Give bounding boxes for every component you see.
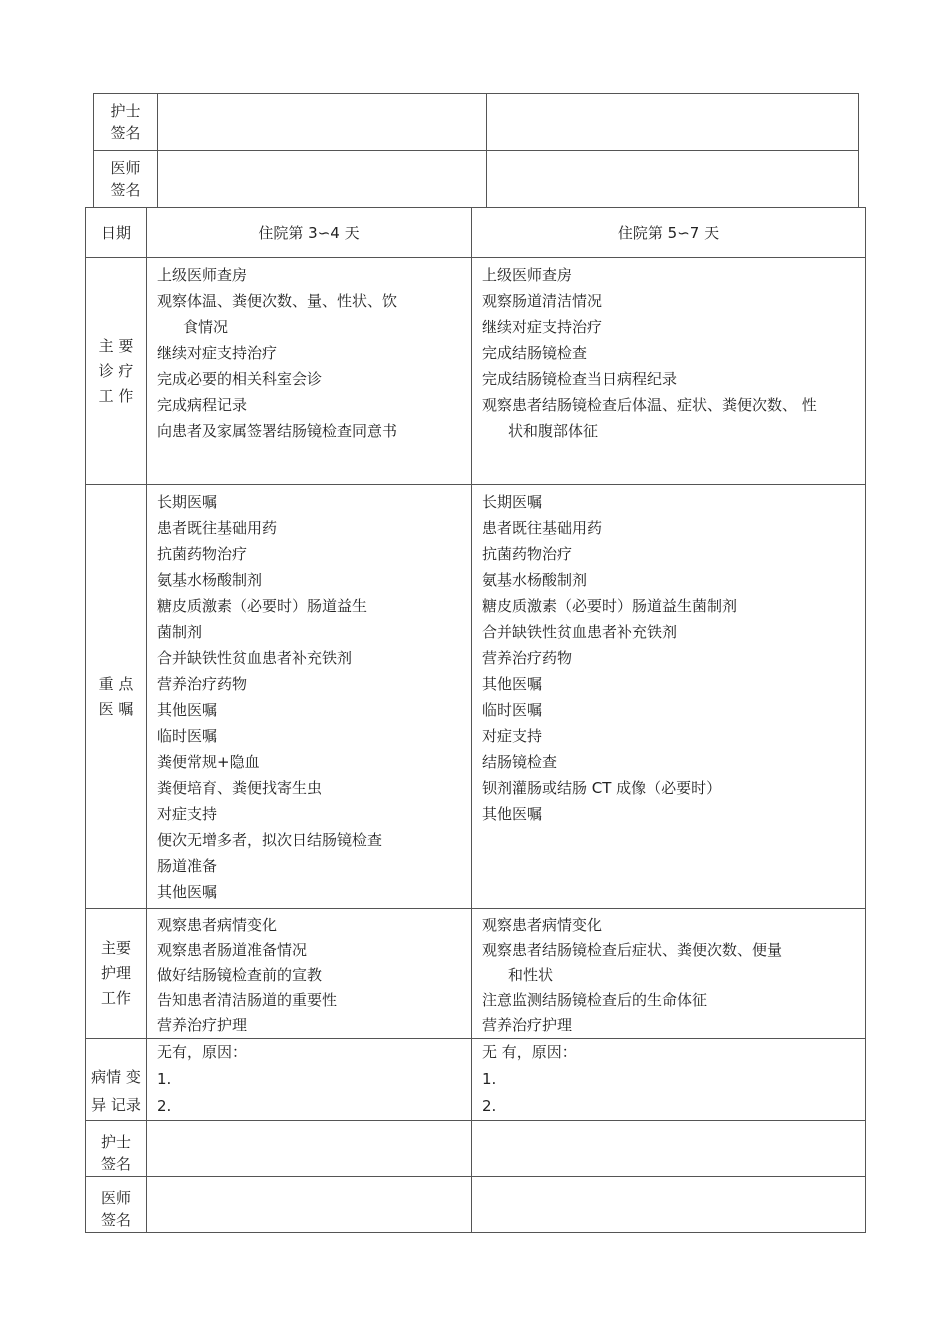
variance-row [86, 1039, 866, 1121]
doctor-sign-row [86, 1177, 866, 1233]
orders-label: 重 点 医 嘱 [86, 485, 147, 909]
list-item: 观察患者病情变化 [482, 916, 603, 934]
work-col1 [147, 258, 472, 485]
top-nurse-sign-cell-1[interactable] [158, 94, 487, 151]
list-item: 继续对症支持治疗 [157, 344, 278, 362]
list-item: 状和腹部体征 [508, 422, 599, 440]
top-doctor-sign-cell-2[interactable] [487, 151, 859, 208]
list-item: 完成必要的相关科室会诊 [157, 370, 323, 388]
variance-options[interactable]: 无 有，原因： [482, 1043, 577, 1061]
list-item: 注意监测结肠镜检查后的生命体征 [482, 991, 708, 1009]
key-orders-row [86, 485, 866, 909]
header-row [86, 208, 866, 258]
list-item: 营养治疗药物 [157, 675, 248, 693]
list-item: 氨基水杨酸制剂 [157, 571, 263, 589]
list-item: 钡剂灌肠或结肠 CT 成像（必要时） [482, 779, 722, 797]
list-item: 食情况 [183, 318, 229, 336]
list-item: 其他医嘱 [157, 701, 218, 719]
diagnosis-work-row [86, 258, 866, 485]
doctor-sign-cell-1[interactable] [147, 1177, 472, 1233]
list-item: 向患者及家属签署结肠镜检查同意书 [157, 422, 398, 440]
list-item: 糖皮质激素（必要时）肠道益生菌制剂 [482, 597, 738, 615]
list-item: 患者既往基础用药 [482, 519, 603, 537]
list-item: 其他医嘱 [482, 805, 543, 823]
list-item: 结肠镜检查 [482, 753, 558, 771]
variance-item-1: 1. [482, 1070, 497, 1088]
list-item: 抗菌药物治疗 [157, 545, 248, 563]
work-col2 [472, 258, 866, 485]
top-doctor-row [94, 151, 859, 208]
list-item: 上级医师查房 [157, 266, 248, 284]
list-item: 对症支持 [157, 805, 218, 823]
nursing-col2 [472, 909, 866, 1039]
top-signature-table [93, 93, 859, 208]
list-item: 告知患者清洁肠道的重要性 [157, 991, 338, 1009]
work-label: 主 要 诊 疗 工 作 [86, 258, 147, 485]
list-item: 观察患者病情变化 [157, 916, 278, 934]
nurse-sign-cell-1[interactable] [147, 1121, 472, 1177]
top-doctor-sign-cell-1[interactable] [158, 151, 487, 208]
list-item: 便次无增多者，拟次日结肠镜检查 [157, 831, 383, 849]
list-item: 粪便培育、粪便找寄生虫 [157, 779, 323, 797]
list-item: 继续对症支持治疗 [482, 318, 603, 336]
list-item: 糖皮质激素（必要时）肠道益生 [157, 597, 368, 615]
nurse-sign-row [86, 1121, 866, 1177]
nursing-label: 主要 护理 工作 [86, 909, 147, 1039]
nurse-sign-label: 护士 签名 [86, 1121, 147, 1177]
list-item: 肠道准备 [157, 857, 218, 875]
top-nurse-label: 护士 签名 [94, 94, 158, 151]
top-nurse-sign-cell-2[interactable] [487, 94, 859, 151]
col1-header: 住院第 3∽4 天 [147, 208, 472, 258]
list-item: 完成结肠镜检查当日病程纪录 [482, 370, 678, 388]
list-item: 观察患者肠道准备情况 [157, 941, 308, 959]
orders-col2 [472, 485, 866, 909]
nursing-work-row [86, 909, 866, 1039]
list-item: 合并缺铁性贫血患者补充铁剂 [482, 623, 678, 641]
col2-header: 住院第 5∽7 天 [472, 208, 866, 258]
list-item: 菌制剂 [157, 623, 203, 641]
variance-item-2: 2. [482, 1097, 497, 1115]
list-item: 完成病程记录 [157, 396, 248, 414]
top-doctor-label: 医师 签名 [94, 151, 158, 208]
list-item: 其他医嘱 [482, 675, 543, 693]
list-item: 其他医嘱 [157, 883, 218, 901]
orders-col1 [147, 485, 472, 909]
list-item: 长期医嘱 [157, 493, 218, 511]
variance-item-1: 1. [157, 1070, 172, 1088]
variance-item-2: 2. [157, 1097, 172, 1115]
list-item: 上级医师查房 [482, 266, 573, 284]
nursing-col1 [147, 909, 472, 1039]
clinical-pathway-table [85, 207, 866, 1233]
list-item: 营养治疗护理 [482, 1016, 573, 1034]
list-item: 临时医嘱 [157, 727, 218, 745]
variance-col2 [472, 1039, 866, 1121]
list-item: 营养治疗药物 [482, 649, 573, 667]
variance-col1 [147, 1039, 472, 1121]
doctor-sign-cell-2[interactable] [472, 1177, 866, 1233]
list-item: 合并缺铁性贫血患者补充铁剂 [157, 649, 353, 667]
list-item: 完成结肠镜检查 [482, 344, 588, 362]
list-item: 观察体温、粪便次数、量、性状、饮 [157, 292, 398, 310]
list-item: 氨基水杨酸制剂 [482, 571, 588, 589]
list-item: 观察肠道清洁情况 [482, 292, 603, 310]
list-item: 对症支持 [482, 727, 543, 745]
list-item: 做好结肠镜检查前的宣教 [157, 966, 323, 984]
variance-options[interactable]: 无有，原因： [157, 1043, 248, 1061]
list-item: 长期医嘱 [482, 493, 543, 511]
list-item: 粪便常规+隐血 [157, 753, 260, 771]
list-item: 观察患者结肠镜检查后症状、粪便次数、便量 [482, 941, 783, 959]
list-item: 患者既往基础用药 [157, 519, 278, 537]
variance-label: 病情 变 异 记录 [86, 1039, 147, 1121]
top-nurse-row [94, 94, 859, 151]
list-item: 和性状 [508, 966, 554, 984]
date-label: 日期 [86, 208, 147, 258]
list-item: 营养治疗护理 [157, 1016, 248, 1034]
list-item: 观察患者结肠镜检查后体温、症状、粪便次数、 性 [482, 396, 817, 414]
list-item: 临时医嘱 [482, 701, 543, 719]
list-item: 抗菌药物治疗 [482, 545, 573, 563]
nurse-sign-cell-2[interactable] [472, 1121, 866, 1177]
doctor-sign-label: 医师 签名 [86, 1177, 147, 1233]
